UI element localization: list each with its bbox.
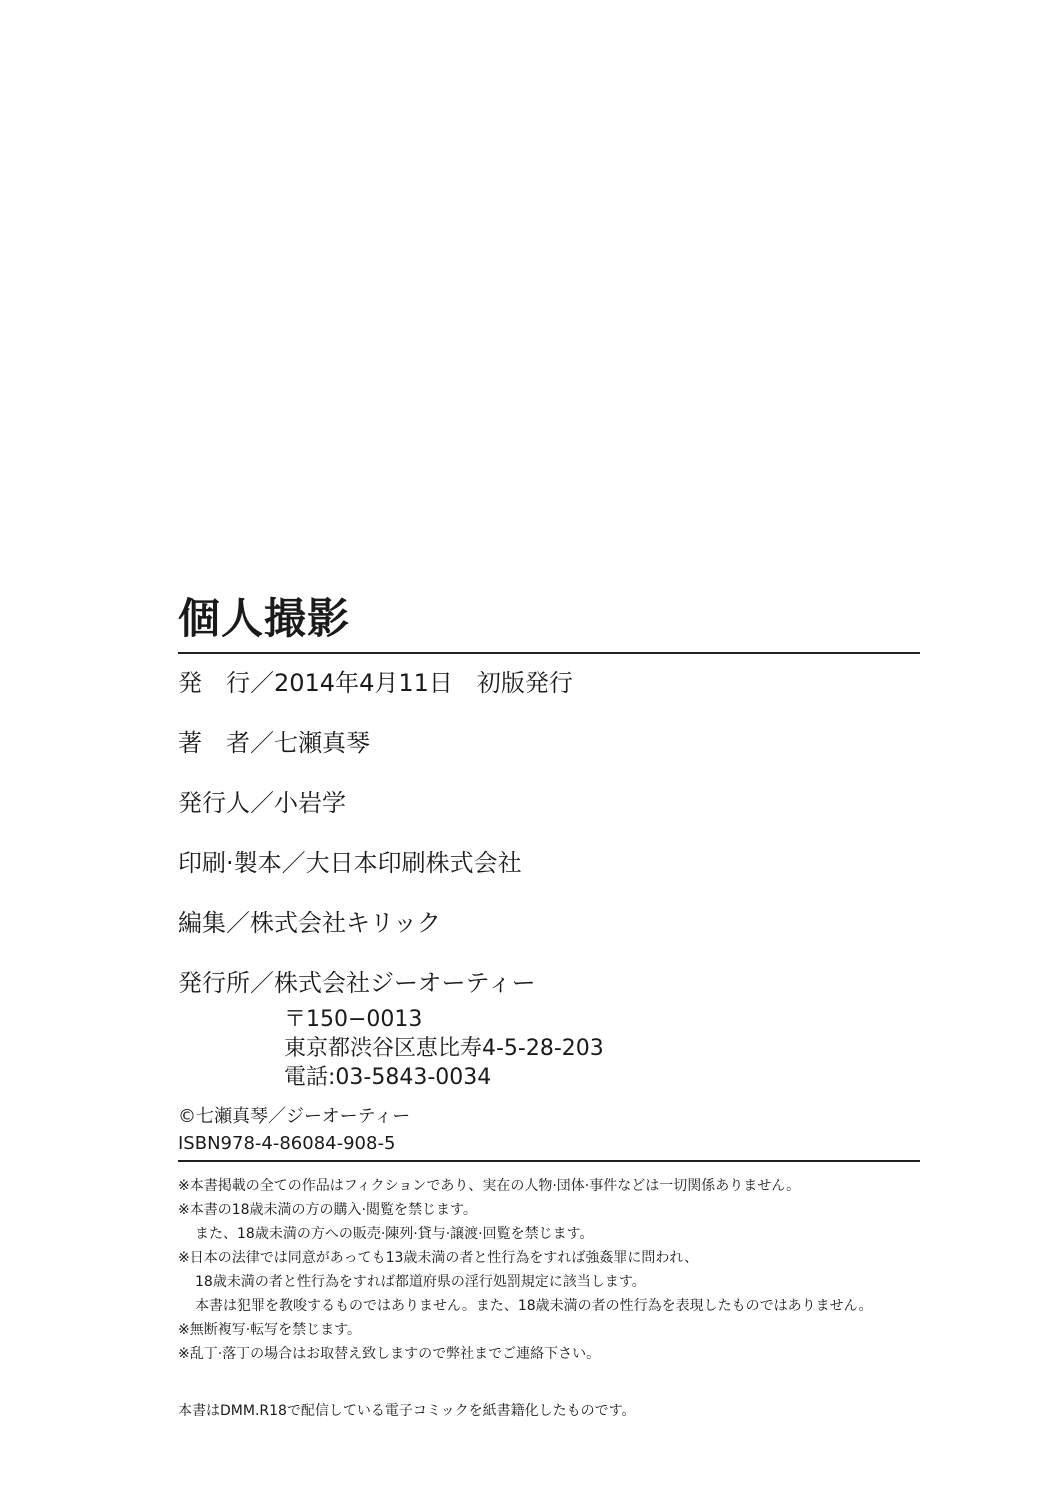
note-line: 本書は犯罪を教唆するものではありません。また、18歳未満の者の性行為を表現したものではありません。: [195, 1298, 873, 1314]
publish-date: 発 行／2014年4月11日 初版発行: [178, 669, 573, 697]
note-line: ※乱丁·落丁の場合はお取替え致しますので弊社までご連絡下さい。: [178, 1346, 601, 1362]
note-line: ※無断複写·転写を禁じます。: [178, 1322, 362, 1338]
title-divider: [178, 652, 920, 654]
book-title: 個人撮影: [178, 594, 351, 643]
note-line: 18歳未満の者と性行為をすれば都道府県の淫行処罰規定に該当します。: [195, 1274, 646, 1290]
publisher: 発行所／株式会社ジーオーティー: [178, 969, 536, 997]
author: 著 者／七瀬真琴: [178, 729, 370, 757]
note-line: ※日本の法律では同意があっても13歳未満の者と性行為をすれば強姦罪に問われ、: [178, 1250, 699, 1266]
distribution-note: 本書はDMM.R18で配信している電子コミックを紙書籍化したものです。: [178, 1403, 636, 1419]
note-line: ※本書掲載の全ての作品はフィクションであり、実在の人物·団体·事件などは一切関係ありません。: [178, 1178, 801, 1194]
colophon-entries: [178, 665, 920, 1005]
printing-binding: 印刷·製本／大日本印刷株式会社: [178, 849, 522, 877]
rights-block: [178, 1103, 920, 1157]
publisher-person: 発行人／小岩学: [178, 789, 346, 817]
colophon: [178, 590, 920, 1423]
street-address: 東京都渋谷区恵比寿4-5-28-203: [284, 1036, 604, 1061]
legal-notes: [178, 1174, 920, 1366]
phone-number: 電話:03-5843-0034: [284, 1065, 492, 1090]
note-line: ※本書の18歳未満の方の購入·閲覧を禁じます。: [178, 1202, 477, 1218]
copyright: ©七瀬真琴／ジーオーティー: [178, 1106, 411, 1127]
notes-divider: [178, 1160, 920, 1162]
isbn: ISBN978-4-86084-908-5: [178, 1133, 396, 1154]
editing: 編集／株式会社キリック: [178, 909, 442, 937]
publisher-address: [284, 1005, 920, 1092]
postal-code: 〒150−0013: [284, 1007, 423, 1032]
note-line: また、18歳未満の方への販売·陳列·貸与·譲渡·回覧を禁じます。: [195, 1226, 594, 1242]
